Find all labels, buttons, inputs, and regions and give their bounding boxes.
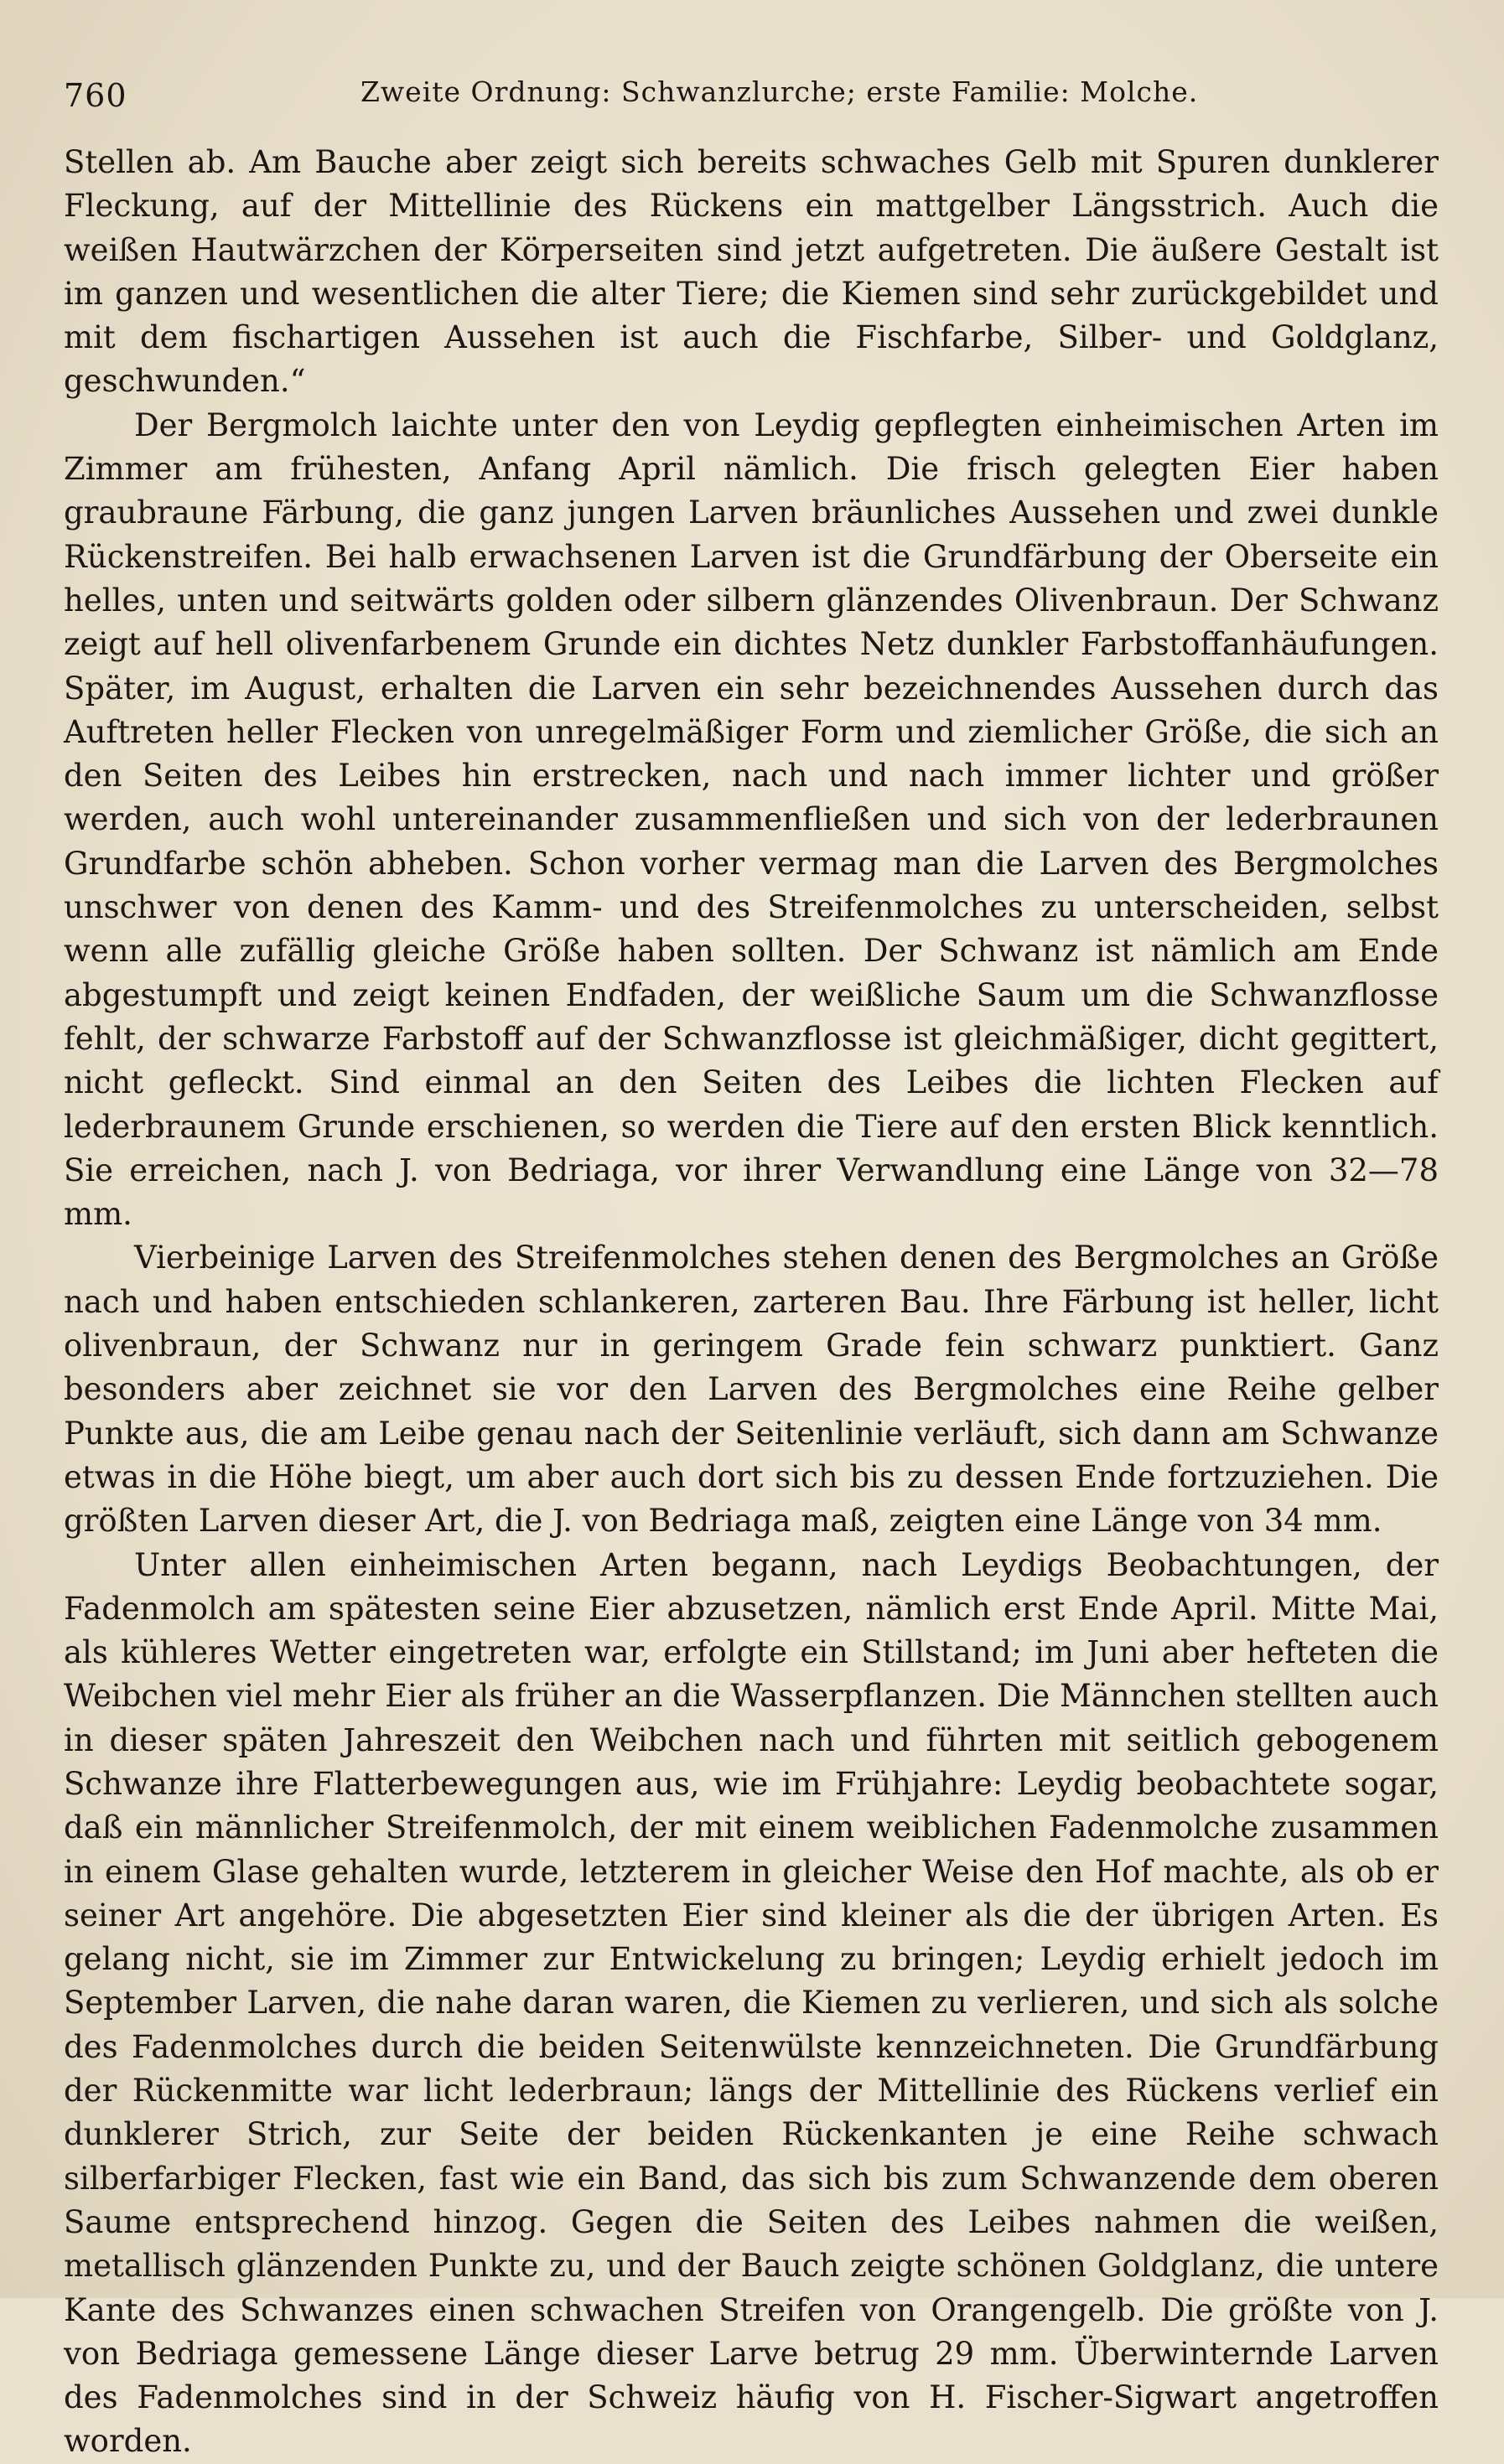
paragraph: Der Bergmolch laichte unter den von Leydig gepflegten einheimischen Arten im Zimmer am frühesten, Anfang April nämlich. Die frisch gelegten Eier haben graubraune Färbung, die ganz jungen Larven bräunliches Aussehen und zwei dunkle Rückenstreifen. Bei halb erwachsenen Larven ist die Grundfärbung der Oberseite ein helles, unten und seitwärts golden oder silbern glänzendes Olivenbraun. Der Schwanz zeigt auf hell olivenfarbenem Grunde ein dichtes Netz dunkler Farbstoffanhäufungen. Später, im August, erhalten die Larven ein sehr bezeichnendes Aussehen durch das Auftreten heller Flecken von unregelmäßiger Form und ziemlicher Größe, die sich an den Seiten des Leibes hin erstrecken, nach und nach immer lichter und größer werden, auch wohl untereinander zusammenfließen und sich von der lederbraunen Grundfarbe schön abheben. Schon vorher vermag man die Larven des Bergmolches unschwer von denen des Kamm- und des Streifenmolches zu unterscheiden, selbst wenn alle zufällig gleiche Größe haben sollten. Der Schwanz ist nämlich am Ende abgestumpft und zeigt keinen Endfaden, der weißliche Saum um die Schwanzflosse fehlt, der schwarze Farbstoff auf der Schwanzflosse ist gleichmäßiger, dicht gegittert, nicht gefleckt. Sind einmal an den Seiten des Leibes die lichten Flecken auf lederbraunem Grunde erschienen, so werden die Tiere auf den ersten Blick kenntlich. Sie erreichen, nach J. von Bedriaga, vor ihrer Verwandlung eine Länge von 32—78 mm. xyxy=(64,406,1439,1233)
paragraph: Vierbeinige Larven des Streifenmolches stehen denen des Bergmolches an Größe nach und haben entschieden schlankeren, zarteren Bau. Ihre Färbung ist heller, licht olivenbraun, der Schwanz nur in geringem Grade fein schwarz punktiert. Ganz besonders aber zeichnet sie vor den Larven des Bergmolches eine Reihe gelber Punkte aus, die am Leibe genau nach der Seitenlinie verläuft, sich dann am Schwanze etwas in die Höhe biegt, um aber auch dort sich bis zu dessen Ende fortzuziehen. Die größten Larven dieser Art, die J. von Bedriaga maß, zeigten eine Länge von 34 mm. xyxy=(64,1240,1439,1540)
paragraph: Stellen ab. Am Bauche aber zeigt sich bereits schwaches Gelb mit Spuren dunklerer Fleckung, auf der Mittellinie des Rückens ein mattgelber Längsstrich. Auch die weißen Hautwärzchen der Körperseiten sind jetzt aufgetreten. Die äußere Gestalt ist im ganzen und wesentlichen die alter Tiere; die Kiemen sind sehr zurückgebildet und mit dem fischartigen Aussehen ist auch die Fischfarbe, Silber- und Goldglanz, geschwunden.“ xyxy=(64,144,1439,400)
body-text xyxy=(64,141,1439,2464)
running-head: Zweite Ordnung: Schwanzlurche; erste Familie: Molche. xyxy=(360,75,1199,108)
page-number: 760 xyxy=(64,77,127,114)
paragraph: Unter allen einheimischen Arten begann, nach Leydigs Beobachtungen, der Fadenmolch am spätesten seine Eier abzusetzen, nämlich erst Ende April. Mitte Mai, als kühleres Wetter eingetreten war, erfolgte ein Stillstand; im Juni aber hefteten die Weibchen viel mehr Eier als früher an die Wasserpflanzen. Die Männchen stellten auch in dieser späten Jahreszeit den Weibchen nach und führten mit seitlich gebogenem Schwanze ihre Flatterbewegungen aus, wie im Frühjahre: Leydig beobachtete sogar, daß ein männlicher Streifenmolch, der mit einem weiblichen Fadenmolche zusammen in einem Glase gehalten wurde, letzterem in gleicher Weise den Hof machte, als ob er seiner Art angehöre. Die abgesetzten Eier sind kleiner als die der übrigen Arten. Es gelang nicht, sie im Zimmer zur Entwickelung zu bringen; Leydig erhielt jedoch im September Larven, die nahe daran waren, die Kiemen zu verlieren, und sich als solche des Fadenmolches durch die beiden Seitenwülste kennzeichneten. Die Grundfärbung der Rückenmitte war licht lederbraun; längs der Mittellinie des Rückens verlief ein dunklerer Strich, zur Seite der beiden Rückenkanten je eine Reihe schwach silberfarbiger Flecken, fast wie ein Band, das sich bis zum Schwanzende dem oberen Saume entsprechend hinzog. Gegen die Seiten des Leibes nahmen die weißen, metallisch glänzenden Punkte zu, und der Bauch zeigte schönen Goldglanz, die untere Kante des Schwanzes einen schwachen Streifen von Orangengelb. Die größte von J. von Bedriaga gemessene Länge dieser Larve betrug 29 mm. Überwinternde Larven des Fadenmolches sind in der Schweiz häufig von H. Fischer-Sigwart angetroffen worden. xyxy=(64,1546,1439,2460)
